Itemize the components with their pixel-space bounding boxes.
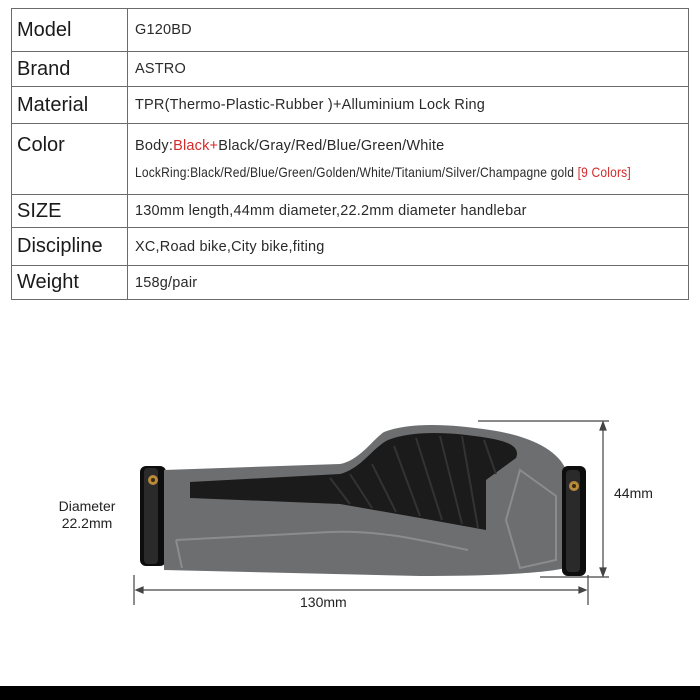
- spec-key-color: Color: [12, 124, 128, 195]
- spec-value-discipline: XC,Road bike,City bike,fiting: [128, 228, 689, 266]
- height-label: 44mm: [614, 485, 653, 501]
- lockring-colors-list: LockRing:Black/Red/Blue/Green/Golden/White/Titanium/Silver/Champagne gold: [135, 163, 578, 180]
- spec-value-material: TPR(Thermo-Plastic-Rubber )+Alluminium Lock Ring: [128, 87, 689, 124]
- spec-key-discipline: Discipline: [12, 228, 128, 266]
- spec-table: [11, 8, 689, 300]
- spec-value-weight: 158g/pair: [128, 266, 689, 300]
- diameter-label-line2: 22.2mm: [61, 515, 113, 531]
- body-colors: [135, 133, 688, 159]
- body-colors-list: Black/Gray/Red/Blue/Green/White: [218, 137, 445, 154]
- right-lock-ring: [562, 466, 586, 576]
- spec-row-discipline: [12, 228, 689, 266]
- length-arrow-left: [136, 587, 143, 593]
- height-arrow-bottom: [600, 568, 606, 576]
- spec-row-model: [12, 9, 689, 52]
- diameter-label-line1: Diameter: [58, 498, 116, 514]
- spec-key-size: SIZE: [12, 195, 128, 228]
- length-label: 130mm: [300, 594, 347, 610]
- diameter-label: [50, 498, 124, 532]
- body-prefix: Body:: [135, 137, 174, 154]
- left-lock-ring: [140, 466, 166, 566]
- lockring-count: [9 Colors]: [577, 163, 631, 180]
- spec-value-brand: ASTRO: [128, 52, 689, 87]
- spec-value-color: [128, 124, 689, 195]
- bottom-bar: [0, 686, 700, 700]
- spec-key-material: Material: [12, 87, 128, 124]
- spec-value-model: G120BD: [128, 9, 689, 52]
- spec-key-weight: Weight: [12, 266, 128, 300]
- spec-key-brand: Brand: [12, 52, 128, 87]
- body-highlight: Black+: [173, 137, 219, 154]
- spec-row-weight: [12, 266, 689, 300]
- spec-row-size: [12, 195, 689, 228]
- spec-row-color: [12, 124, 689, 195]
- grip-dimension-figure: [0, 400, 700, 630]
- spec-row-brand: [12, 52, 689, 87]
- lockring-colors: [135, 159, 631, 185]
- spec-row-material: [12, 87, 689, 124]
- spec-key-model: Model: [12, 9, 128, 52]
- height-arrow-top: [600, 422, 606, 430]
- length-arrow-right: [579, 587, 586, 593]
- spec-value-size: 130mm length,44mm diameter,22.2mm diameter handlebar: [128, 195, 689, 228]
